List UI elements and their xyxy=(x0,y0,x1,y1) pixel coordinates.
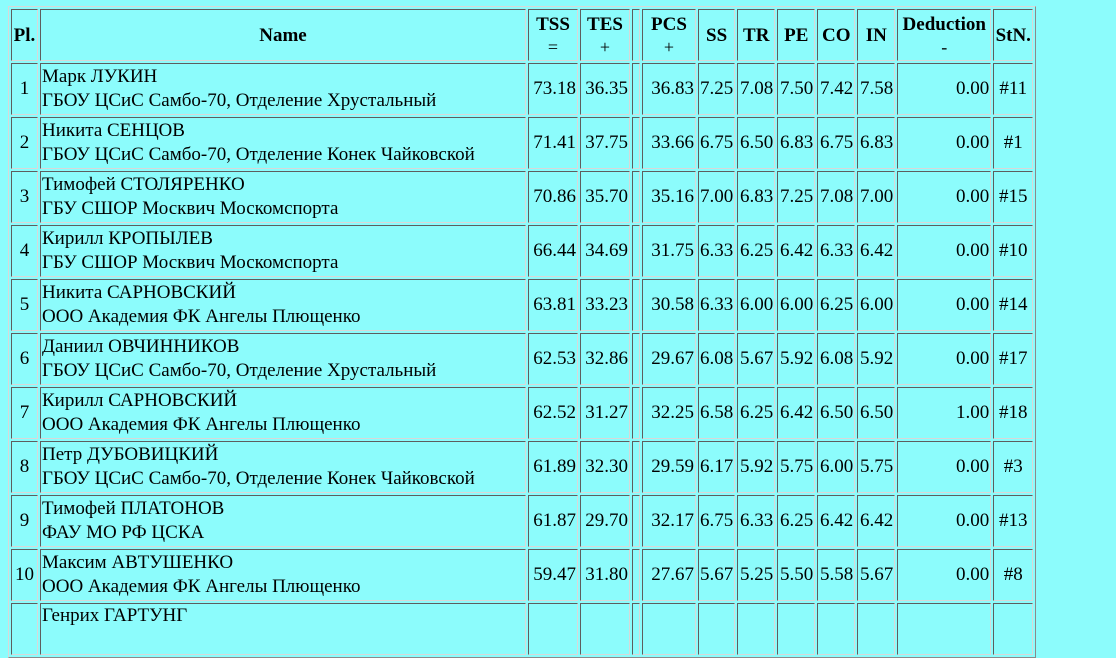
cell-start-number: #3 xyxy=(993,441,1033,493)
cell-co: 6.25 xyxy=(817,279,855,331)
cell-tr: 5.25 xyxy=(737,549,775,601)
skater-name: Никита САРНОВСКИЙ xyxy=(42,282,236,303)
table-row xyxy=(11,63,1033,115)
cell-start-number: #13 xyxy=(993,495,1033,547)
cell-deduction: 1.00 xyxy=(897,387,991,439)
header-in: IN xyxy=(857,9,895,61)
cell-pcs: 29.59 xyxy=(642,441,696,493)
cell-tes: 37.75 xyxy=(580,117,630,169)
cell-co: 7.42 xyxy=(817,63,855,115)
cell-tr: 5.67 xyxy=(737,333,775,385)
cell-in xyxy=(857,603,895,655)
cell-tss: 62.53 xyxy=(528,333,578,385)
cell-place: 1 xyxy=(11,63,38,115)
cell-tss: 61.89 xyxy=(528,441,578,493)
cell-place: 9 xyxy=(11,495,38,547)
cell-pe: 7.50 xyxy=(777,63,815,115)
cell-co: 5.58 xyxy=(817,549,855,601)
skater-club: ООО Академия ФК Ангелы Плющенко xyxy=(42,306,361,327)
header-spacer xyxy=(632,9,640,61)
cell-spacer xyxy=(632,495,640,547)
header-tr: TR xyxy=(737,9,775,61)
cell-tr: 6.33 xyxy=(737,495,775,547)
cell-pcs: 33.66 xyxy=(642,117,696,169)
cell-skater xyxy=(40,603,526,655)
cell-co: 7.08 xyxy=(817,171,855,223)
cell-skater xyxy=(40,333,526,385)
cell-in: 6.42 xyxy=(857,225,895,277)
header-tss-operator: = xyxy=(547,36,559,57)
cell-tes: 34.69 xyxy=(580,225,630,277)
cell-pcs: 29.67 xyxy=(642,333,696,385)
table-row xyxy=(11,117,1033,169)
skater-club: ФАУ МО РФ ЦСКА xyxy=(42,522,205,543)
table-row xyxy=(11,441,1033,493)
header-co: CO xyxy=(817,9,855,61)
cell-tss: 71.41 xyxy=(528,117,578,169)
cell-tr: 6.00 xyxy=(737,279,775,331)
header-start-number: StN. xyxy=(993,9,1033,61)
cell-skater xyxy=(40,117,526,169)
cell-ss: 6.33 xyxy=(698,225,735,277)
cell-tr xyxy=(737,603,775,655)
cell-tss: 61.87 xyxy=(528,495,578,547)
cell-in: 6.50 xyxy=(857,387,895,439)
cell-place: 5 xyxy=(11,279,38,331)
skater-club: ГБУ СШОР Москвич Москомспорта xyxy=(42,252,339,273)
cell-skater xyxy=(40,279,526,331)
skater-club: ГБОУ ЦСиС Самбо-70, Отделение Хрустальный xyxy=(42,90,437,111)
cell-place: 8 xyxy=(11,441,38,493)
cell-tes xyxy=(580,603,630,655)
skater-name: Даниил ОВЧИННИКОВ xyxy=(42,336,240,357)
cell-start-number: #1 xyxy=(993,117,1033,169)
skater-name: Кирилл САРНОВСКИЙ xyxy=(42,390,238,411)
cell-start-number: #11 xyxy=(993,63,1033,115)
header-ss: SS xyxy=(698,9,735,61)
header-deduction-operator: - xyxy=(941,36,948,57)
cell-spacer xyxy=(632,333,640,385)
cell-ss: 6.17 xyxy=(698,441,735,493)
cell-deduction: 0.00 xyxy=(897,63,991,115)
cell-spacer xyxy=(632,117,640,169)
skater-name: Тимофей ПЛАТОНОВ xyxy=(42,498,225,519)
cell-tes: 29.70 xyxy=(580,495,630,547)
results-table xyxy=(8,6,1036,658)
cell-in: 7.00 xyxy=(857,171,895,223)
cell-deduction xyxy=(897,603,991,655)
cell-pe: 6.83 xyxy=(777,117,815,169)
cell-tes: 33.23 xyxy=(580,279,630,331)
cell-tes: 35.70 xyxy=(580,171,630,223)
cell-skater xyxy=(40,387,526,439)
cell-ss: 6.75 xyxy=(698,117,735,169)
cell-tr: 6.25 xyxy=(737,225,775,277)
cell-spacer xyxy=(632,279,640,331)
cell-pe: 6.00 xyxy=(777,279,815,331)
cell-skater xyxy=(40,495,526,547)
cell-co: 6.33 xyxy=(817,225,855,277)
cell-pcs: 36.83 xyxy=(642,63,696,115)
cell-pcs: 32.17 xyxy=(642,495,696,547)
cell-place: 7 xyxy=(11,387,38,439)
cell-tss: 73.18 xyxy=(528,63,578,115)
skater-name: Максим АВТУШЕНКО xyxy=(42,552,234,573)
table-row xyxy=(11,387,1033,439)
cell-deduction: 0.00 xyxy=(897,225,991,277)
cell-co xyxy=(817,603,855,655)
cell-ss: 7.25 xyxy=(698,63,735,115)
skater-club: ГБОУ ЦСиС Самбо-70, Отделение Конек Чайковской xyxy=(42,468,475,489)
cell-tes: 32.86 xyxy=(580,333,630,385)
cell-place: 6 xyxy=(11,333,38,385)
cell-ss: 5.67 xyxy=(698,549,735,601)
cell-tr: 6.25 xyxy=(737,387,775,439)
skater-name: Петр ДУБОВИЦКИЙ xyxy=(42,444,219,465)
cell-spacer xyxy=(632,387,640,439)
cell-pe: 5.50 xyxy=(777,549,815,601)
cell-pe: 6.25 xyxy=(777,495,815,547)
table-row xyxy=(11,225,1033,277)
cell-tss: 62.52 xyxy=(528,387,578,439)
cell-co: 6.50 xyxy=(817,387,855,439)
cell-deduction: 0.00 xyxy=(897,333,991,385)
cell-co: 6.75 xyxy=(817,117,855,169)
header-tss: TSS = xyxy=(528,9,578,61)
header-tes: TES + xyxy=(580,9,630,61)
cell-in: 5.75 xyxy=(857,441,895,493)
skater-club: ГБОУ ЦСиС Самбо-70, Отделение Хрустальный xyxy=(42,360,437,381)
cell-pe: 5.92 xyxy=(777,333,815,385)
cell-pcs: 27.67 xyxy=(642,549,696,601)
cell-start-number: #10 xyxy=(993,225,1033,277)
cell-skater xyxy=(40,171,526,223)
cell-tss: 59.47 xyxy=(528,549,578,601)
results-container xyxy=(8,6,1036,658)
skater-name: Никита СЕНЦОВ xyxy=(42,120,185,141)
table-row xyxy=(11,495,1033,547)
header-deduction: Deduction - xyxy=(897,9,991,61)
cell-place: 3 xyxy=(11,171,38,223)
cell-in: 5.92 xyxy=(857,333,895,385)
skater-club: ГБУ СШОР Москвич Москомспорта xyxy=(42,198,339,219)
cell-start-number xyxy=(993,603,1033,655)
cell-spacer xyxy=(632,63,640,115)
cell-start-number: #17 xyxy=(993,333,1033,385)
cell-in: 6.42 xyxy=(857,495,895,547)
table-row xyxy=(11,549,1033,601)
skater-name: Тимофей СТОЛЯРЕНКО xyxy=(42,174,245,195)
cell-in: 6.83 xyxy=(857,117,895,169)
cell-tss: 63.81 xyxy=(528,279,578,331)
cell-deduction: 0.00 xyxy=(897,117,991,169)
cell-spacer xyxy=(632,225,640,277)
cell-tes: 31.80 xyxy=(580,549,630,601)
cell-tss: 66.44 xyxy=(528,225,578,277)
table-row xyxy=(11,603,1033,655)
cell-pe xyxy=(777,603,815,655)
cell-start-number: #15 xyxy=(993,171,1033,223)
table-row xyxy=(11,171,1033,223)
cell-ss: 7.00 xyxy=(698,171,735,223)
cell-pe: 6.42 xyxy=(777,225,815,277)
cell-in: 6.00 xyxy=(857,279,895,331)
cell-tes: 31.27 xyxy=(580,387,630,439)
cell-ss: 6.08 xyxy=(698,333,735,385)
cell-deduction: 0.00 xyxy=(897,441,991,493)
cell-place xyxy=(11,603,38,655)
cell-skater xyxy=(40,225,526,277)
skater-name: Марк ЛУКИН xyxy=(42,66,158,87)
cell-tr: 6.50 xyxy=(737,117,775,169)
cell-ss: 6.75 xyxy=(698,495,735,547)
cell-pcs: 30.58 xyxy=(642,279,696,331)
cell-tes: 32.30 xyxy=(580,441,630,493)
cell-tes: 36.35 xyxy=(580,63,630,115)
cell-deduction: 0.00 xyxy=(897,549,991,601)
skater-club: ГБОУ ЦСиС Самбо-70, Отделение Конек Чайковской xyxy=(42,144,475,165)
cell-tss: 70.86 xyxy=(528,171,578,223)
header-pe: PE xyxy=(777,9,815,61)
skater-name: Кирилл КРОПЫЛЕВ xyxy=(42,228,213,249)
cell-ss: 6.58 xyxy=(698,387,735,439)
cell-in: 7.58 xyxy=(857,63,895,115)
results-body xyxy=(11,63,1033,655)
cell-co: 6.00 xyxy=(817,441,855,493)
cell-pcs xyxy=(642,603,696,655)
cell-in: 5.67 xyxy=(857,549,895,601)
cell-spacer xyxy=(632,549,640,601)
cell-deduction: 0.00 xyxy=(897,171,991,223)
cell-place: 2 xyxy=(11,117,38,169)
cell-skater xyxy=(40,441,526,493)
cell-pcs: 31.75 xyxy=(642,225,696,277)
cell-skater xyxy=(40,549,526,601)
cell-co: 6.42 xyxy=(817,495,855,547)
header-tes-operator: + xyxy=(599,36,611,57)
cell-tss xyxy=(528,603,578,655)
table-row xyxy=(11,279,1033,331)
cell-start-number: #14 xyxy=(993,279,1033,331)
cell-co: 6.08 xyxy=(817,333,855,385)
cell-ss: 6.33 xyxy=(698,279,735,331)
cell-spacer xyxy=(632,171,640,223)
cell-tr: 6.83 xyxy=(737,171,775,223)
cell-pe: 5.75 xyxy=(777,441,815,493)
cell-deduction: 0.00 xyxy=(897,279,991,331)
header-place: Pl. xyxy=(11,9,38,61)
cell-deduction: 0.00 xyxy=(897,495,991,547)
header-name: Name xyxy=(40,9,526,61)
cell-tr: 7.08 xyxy=(737,63,775,115)
header-pcs: PCS + xyxy=(642,9,696,61)
cell-start-number: #18 xyxy=(993,387,1033,439)
cell-start-number: #8 xyxy=(993,549,1033,601)
cell-spacer xyxy=(632,603,640,655)
cell-tr: 5.92 xyxy=(737,441,775,493)
cell-pe: 6.42 xyxy=(777,387,815,439)
skater-name: Генрих ГАРТУНГ xyxy=(42,605,188,626)
cell-place: 10 xyxy=(11,549,38,601)
table-row xyxy=(11,333,1033,385)
cell-spacer xyxy=(632,441,640,493)
skater-club: ООО Академия ФК Ангелы Плющенко xyxy=(42,576,361,597)
cell-ss xyxy=(698,603,735,655)
cell-place: 4 xyxy=(11,225,38,277)
cell-pcs: 35.16 xyxy=(642,171,696,223)
cell-pcs: 32.25 xyxy=(642,387,696,439)
header-row xyxy=(11,9,1033,61)
skater-club: ООО Академия ФК Ангелы Плющенко xyxy=(42,414,361,435)
header-pcs-operator: + xyxy=(663,36,675,57)
cell-pe: 7.25 xyxy=(777,171,815,223)
cell-skater xyxy=(40,63,526,115)
